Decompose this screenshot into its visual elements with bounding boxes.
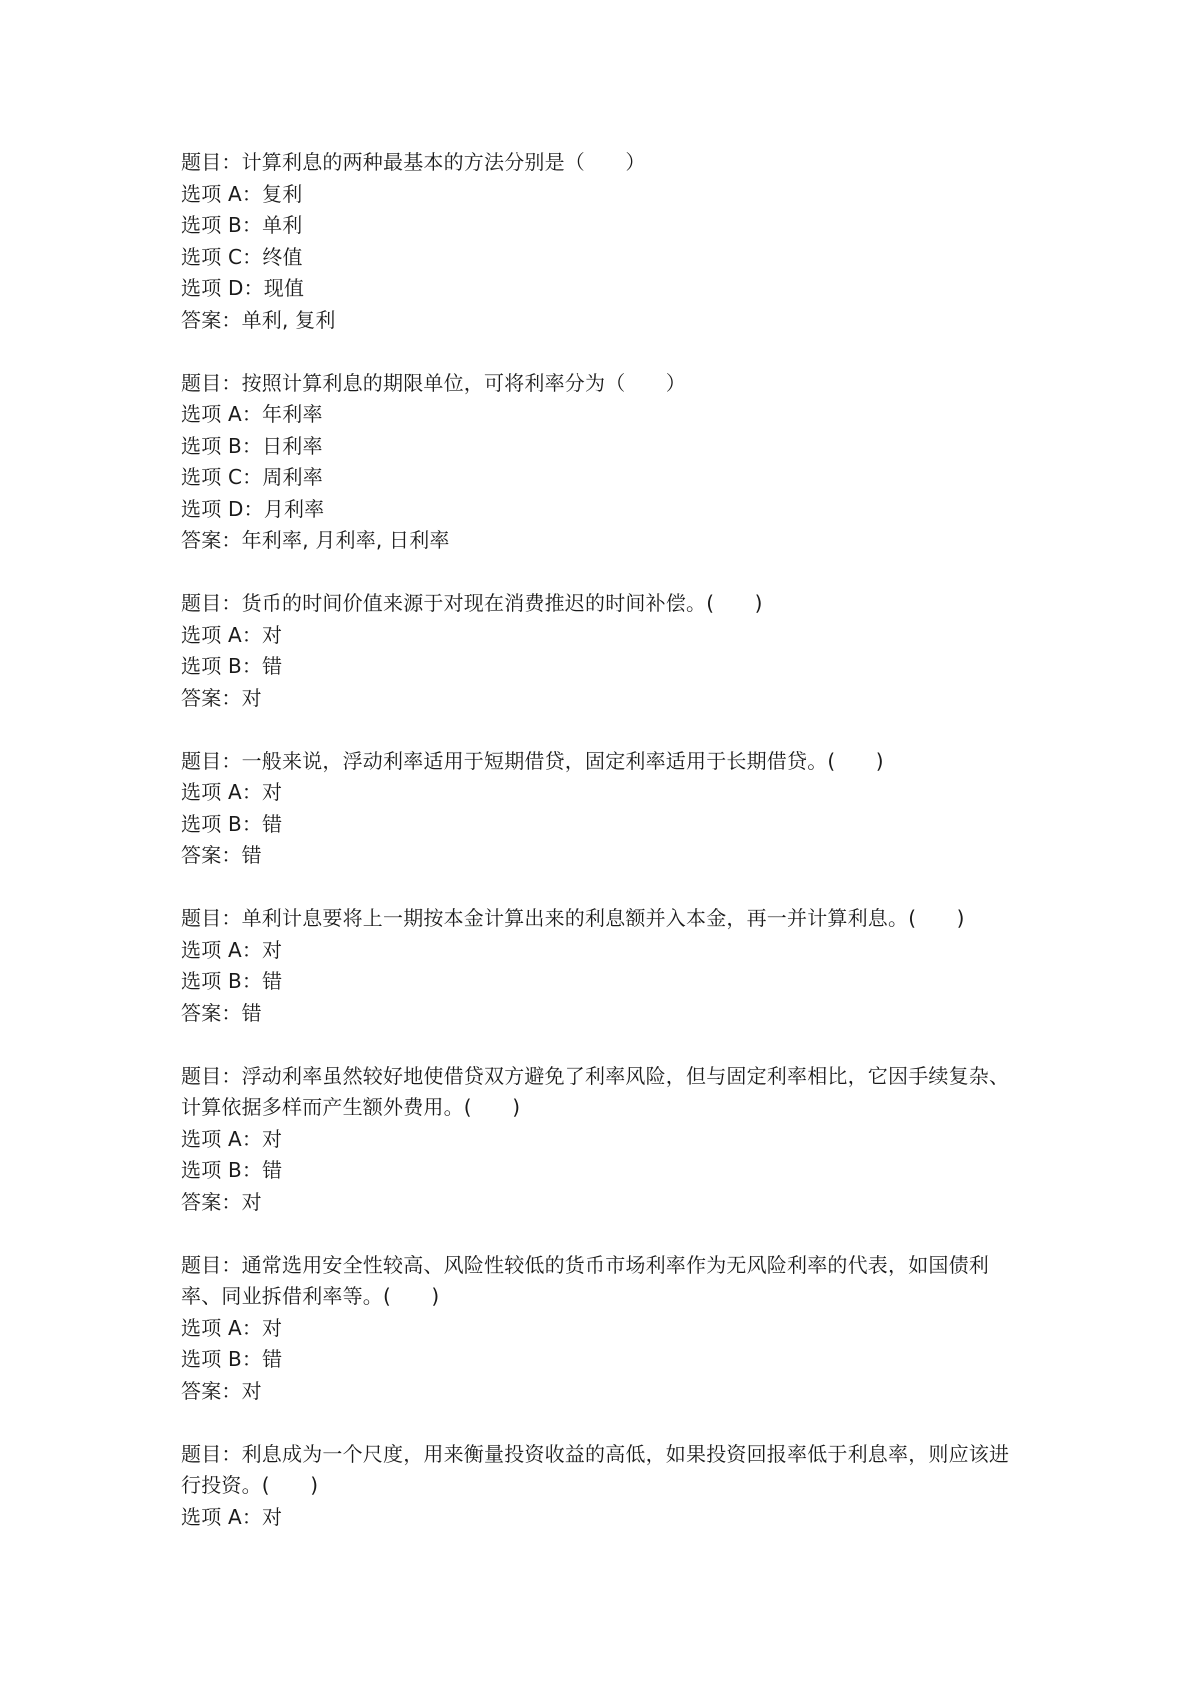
- question-title: 题目：通常选用安全性较高、风险性较低的货币市场利率作为无风险利率的代表，如国债利率、同业拆借利率等。( ): [181, 1252, 989, 1308]
- question-option: 选项 B：单利: [181, 213, 303, 237]
- question-option: 选项 A：对: [181, 622, 283, 647]
- question-option: 选项 A：复利: [181, 181, 303, 206]
- question-option: 选项 A：对: [181, 937, 283, 962]
- question-option: 选项 A：对: [181, 1315, 283, 1340]
- question-answer: 答案：错: [181, 1000, 262, 1025]
- question-title: 题目：计算利息的两种最基本的方法分别是（ ）: [181, 150, 646, 174]
- question-title: 题目：浮动利率虽然较好地使借贷双方避免了利率风险，但与固定利率相比，它因手续复杂、计算依据多样而产生额外费用。( ): [181, 1063, 1010, 1119]
- question-block: [181, 903, 1021, 1029]
- question-option: 选项 B：错: [181, 654, 283, 678]
- question-option: 选项 B：错: [181, 811, 283, 836]
- question-answer: 答案：对: [181, 1378, 262, 1403]
- question-block: [181, 368, 1021, 557]
- question-option: 选项 D：月利率: [181, 496, 325, 521]
- question-block: [181, 147, 1021, 336]
- question-title: 题目：一般来说，浮动利率适用于短期借贷，固定利率适用于长期借贷。( ): [181, 748, 884, 773]
- question-block: [181, 1250, 1021, 1408]
- question-option: 选项 B：错: [181, 1158, 283, 1182]
- question-option: 选项 A：对: [181, 780, 283, 804]
- question-option: 选项 B：日利率: [181, 433, 323, 458]
- question-answer: 答案：对: [181, 685, 262, 710]
- question-option: 选项 B：错: [181, 969, 283, 993]
- question-answer: 答案：年利率, 月利率, 日利率: [181, 528, 450, 552]
- question-list: [181, 147, 1021, 1565]
- question-block: [181, 1439, 1021, 1534]
- question-title: 题目：单利计息要将上一期按本金计算出来的利息额并入本金，再一并计算利息。( ): [181, 906, 965, 930]
- question-option: 选项 B：错: [181, 1347, 283, 1371]
- question-title: 题目：货币的时间价值来源于对现在消费推迟的时间补偿。( ): [181, 591, 763, 615]
- question-option: 选项 A：对: [181, 1504, 283, 1529]
- question-answer: 答案：单利, 复利: [181, 307, 336, 332]
- question-option: 选项 A：年利率: [181, 402, 323, 426]
- question-answer: 答案：错: [181, 843, 262, 867]
- question-option: 选项 A：对: [181, 1126, 283, 1151]
- question-block: [181, 746, 1021, 872]
- question-option: 选项 C：周利率: [181, 465, 323, 489]
- question-title: 题目：利息成为一个尺度，用来衡量投资收益的高低，如果投资回报率低于利息率，则应该进行投资。( ): [181, 1441, 1010, 1497]
- question-answer: 答案：对: [181, 1189, 262, 1214]
- question-block: [181, 588, 1021, 714]
- question-title: 题目：按照计算利息的期限单位，可将利率分为（ ）: [181, 370, 686, 395]
- question-option: 选项 D：现值: [181, 276, 305, 300]
- question-block: [181, 1061, 1021, 1219]
- question-option: 选项 C：终值: [181, 244, 303, 269]
